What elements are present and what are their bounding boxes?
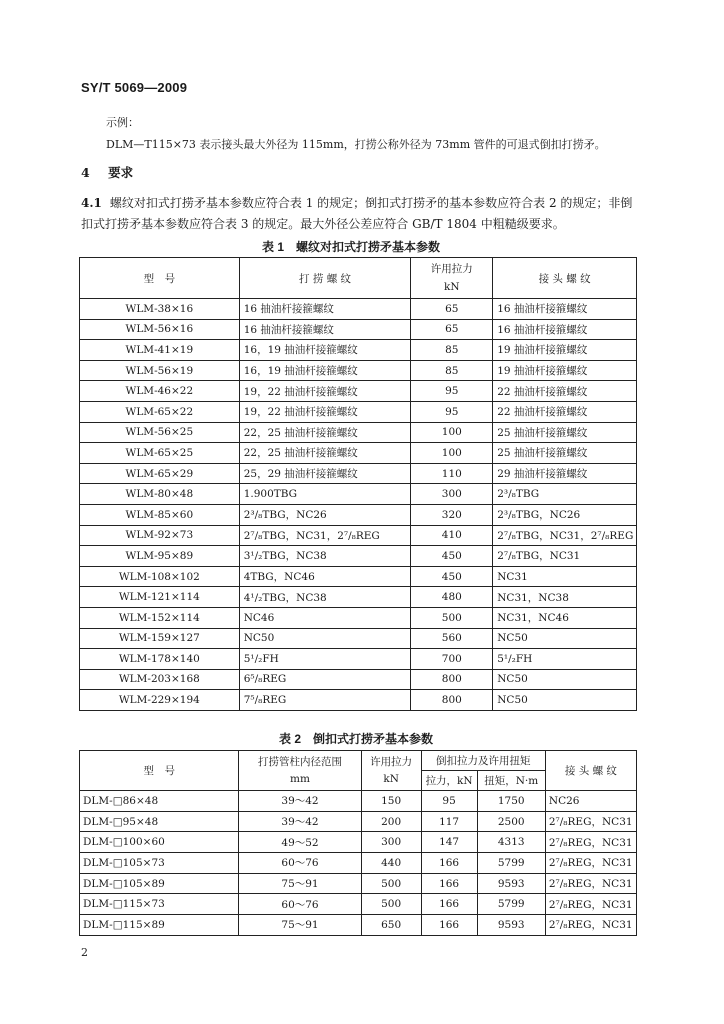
table1: [79, 257, 637, 711]
table2-cell: 75～91: [239, 873, 361, 894]
table1-cell: WLM-56×19: [80, 360, 240, 381]
table1-cell: WLM-178×140: [80, 649, 240, 670]
table1-cell: WLM-56×16: [80, 319, 240, 340]
table2-cell: 300: [361, 832, 421, 853]
table1-cell: 320: [411, 504, 493, 525]
table2-cell: 5799: [477, 894, 545, 915]
table2-header-range: 打捞管柱内径范围 mm: [239, 751, 361, 791]
table2-cell: 2⁷/₈REG，NC31: [545, 853, 636, 874]
table1-row: [80, 504, 637, 525]
table1-cell: 16，19 抽油杆接箍螺纹: [239, 360, 411, 381]
table1-cell: NC46: [239, 607, 411, 628]
table1-row: [80, 381, 637, 402]
table1-cell: 2⁷/₈TBG，NC31，2⁷/₈REG: [239, 525, 411, 546]
table1-cell: 110: [411, 463, 493, 484]
table2-cell: 60～76: [239, 894, 361, 915]
table1-cell: WLM-38×16: [80, 299, 240, 320]
table1-cell: 100: [411, 443, 493, 464]
table1-row: [80, 649, 637, 670]
table1-row: [80, 566, 637, 587]
table1-cell: 85: [411, 360, 493, 381]
table1-cell: 22 抽油杆接箍螺纹: [493, 401, 637, 422]
table2-cell: 60～76: [239, 853, 361, 874]
table1-cell: WLM-95×89: [80, 546, 240, 567]
table1-row: [80, 422, 637, 443]
table1-cell: 7⁵/₈REG: [239, 690, 411, 711]
table1-cell: 29 抽油杆接箍螺纹: [493, 463, 637, 484]
table2-cell: DLM-□105×89: [80, 873, 239, 894]
example-title: 示例：: [106, 116, 139, 129]
table1-cell: 3¹/₂TBG，NC38: [239, 546, 411, 567]
table1-cell: WLM-203×168: [80, 669, 240, 690]
table1-cell: 700: [411, 649, 493, 670]
table2-cell: 2⁷/₈REG，NC31: [545, 894, 636, 915]
section-heading: [81, 163, 133, 181]
table2-cell: 166: [421, 894, 477, 915]
table1-row: [80, 669, 637, 690]
table1-row: [80, 340, 637, 361]
table1-cell: 5¹/₂FH: [493, 649, 637, 670]
table1-cell: WLM-65×22: [80, 401, 240, 422]
table1-cell: NC31: [493, 566, 637, 587]
table1-header-fishing-thread: 打 捞 螺 纹: [239, 258, 411, 299]
table1-cell: 22 抽油杆接箍螺纹: [493, 381, 637, 402]
table1-row: [80, 463, 637, 484]
table2-cell: 2⁷/₈REG，NC31: [545, 832, 636, 853]
table1-cell: 2⁷/₈TBG，NC31: [493, 546, 637, 567]
table2-cell: 9593: [477, 873, 545, 894]
table1-cell: 560: [411, 628, 493, 649]
table1-cell: 410: [411, 525, 493, 546]
table1-cell: 25 抽油杆接箍螺纹: [493, 422, 637, 443]
table1-row: [80, 360, 637, 381]
table1-cell: 100: [411, 422, 493, 443]
table1-cell: 800: [411, 669, 493, 690]
table1-cell: WLM-56×25: [80, 422, 240, 443]
table1-row: [80, 443, 637, 464]
table2-cell: 147: [421, 832, 477, 853]
table1-cell: 16 抽油杆接箍螺纹: [239, 299, 411, 320]
table2-header-group: 倒扣拉力及许用扭矩: [421, 751, 545, 771]
table1-cell: 4¹/₂TBG，NC38: [239, 587, 411, 608]
table2-cell: 650: [361, 915, 421, 936]
table1-row: [80, 628, 637, 649]
table2-header-joint-thread: 接 头 螺 纹: [545, 751, 636, 791]
table1-header-model: 型 号: [80, 258, 240, 299]
table1-cell: WLM-92×73: [80, 525, 240, 546]
paragraph-number: 4.1: [81, 196, 102, 210]
table1-cell: 65: [411, 319, 493, 340]
table2-header-allowable-tension: 许用拉力 kN: [361, 751, 421, 791]
table1-cell: 16 抽油杆接箍螺纹: [493, 299, 637, 320]
table2-cell: 1750: [477, 791, 545, 812]
section-number: 4: [81, 165, 90, 180]
table1-cell: 85: [411, 340, 493, 361]
table1-cell: WLM-85×60: [80, 504, 240, 525]
table1-cell: 16 抽油杆接箍螺纹: [493, 319, 637, 340]
table2-header-pull: 拉力，kN: [421, 771, 477, 791]
table2-cell: 9593: [477, 915, 545, 936]
table2-cell: 2⁷/₈REG，NC31: [545, 811, 636, 832]
table1-cell: 2³/₈TBG，NC26: [493, 504, 637, 525]
table1-cell: NC50: [493, 669, 637, 690]
table1-cell: 22，25 抽油杆接箍螺纹: [239, 443, 411, 464]
table1-cell: 450: [411, 566, 493, 587]
table2-cell: 2500: [477, 811, 545, 832]
table1-cell: 2⁷/₈TBG，NC31，2⁷/₈REG: [493, 525, 637, 546]
table1-row: [80, 690, 637, 711]
table2-cell: 500: [361, 894, 421, 915]
table1-cell: 19，22 抽油杆接箍螺纹: [239, 381, 411, 402]
table1-cell: WLM-229×194: [80, 690, 240, 711]
table1-row: [80, 299, 637, 320]
table1-row: [80, 587, 637, 608]
example-text: DLM—T115×73 表示接头最大外径为 115mm，打捞公称外径为 73mm 管件的可退式倒扣打捞矛。: [106, 138, 606, 151]
table2-cell: 166: [421, 853, 477, 874]
table1-cell: 2³/₈TBG，NC26: [239, 504, 411, 525]
table2-caption: 表 2 倒扣式打捞矛基本参数: [279, 732, 434, 746]
table1-cell: 800: [411, 690, 493, 711]
table1-row: [80, 401, 637, 422]
table1-cell: NC31，NC46: [493, 607, 637, 628]
table2-row: [80, 853, 637, 874]
table1-cell: 500: [411, 607, 493, 628]
table2-row: [80, 791, 637, 812]
table2-cell: 117: [421, 811, 477, 832]
table2: [79, 750, 637, 936]
page-number: 2: [81, 946, 88, 959]
table2-cell: DLM-□115×73: [80, 894, 239, 915]
table1-cell: 6⁵/₈REG: [239, 669, 411, 690]
table2-cell: 2⁷/₈REG，NC31: [545, 873, 636, 894]
table2-cell: 75～91: [239, 915, 361, 936]
table2-cell: 150: [361, 791, 421, 812]
table2-cell: 39～42: [239, 811, 361, 832]
table1-body: [80, 299, 637, 711]
table2-row: [80, 894, 637, 915]
section-title: 要求: [108, 165, 134, 180]
table2-cell: DLM-□105×73: [80, 853, 239, 874]
table1-cell: 22，25 抽油杆接箍螺纹: [239, 422, 411, 443]
table2-cell: 166: [421, 915, 477, 936]
table1-cell: 450: [411, 546, 493, 567]
table2-cell: 49～52: [239, 832, 361, 853]
table1-cell: 65: [411, 299, 493, 320]
table1-cell: 2³/₈TBG: [493, 484, 637, 505]
table1-cell: NC50: [493, 628, 637, 649]
table2-cell: 440: [361, 853, 421, 874]
table1-cell: WLM-121×114: [80, 587, 240, 608]
table2-cell: 2⁷/₈REG，NC31: [545, 915, 636, 936]
table1-cell: 19 抽油杆接箍螺纹: [493, 340, 637, 361]
table2-cell: DLM-□115×89: [80, 915, 239, 936]
table2-cell: 200: [361, 811, 421, 832]
table1-cell: WLM-46×22: [80, 381, 240, 402]
table1-cell: NC31，NC38: [493, 587, 637, 608]
table1-cell: 95: [411, 381, 493, 402]
table2-row: [80, 811, 637, 832]
table1-caption: 表 1 螺纹对扣式打捞矛基本参数: [262, 240, 441, 254]
table1-header-joint-thread: 接 头 螺 纹: [493, 258, 637, 299]
table1-row: [80, 525, 637, 546]
table1-cell: 5¹/₂FH: [239, 649, 411, 670]
table1-cell: 16，19 抽油杆接箍螺纹: [239, 340, 411, 361]
table1-cell: WLM-80×48: [80, 484, 240, 505]
table1-cell: 19 抽油杆接箍螺纹: [493, 360, 637, 381]
table1-cell: 16 抽油杆接箍螺纹: [239, 319, 411, 340]
table2-cell: NC26: [545, 791, 636, 812]
table2-header-torque: 扭矩，N·m: [477, 771, 545, 791]
table1-cell: WLM-108×102: [80, 566, 240, 587]
table1-row: [80, 607, 637, 628]
table1-cell: 25 抽油杆接箍螺纹: [493, 443, 637, 464]
table1-row: [80, 546, 637, 567]
table2-cell: 500: [361, 873, 421, 894]
table1-cell: WLM-41×19: [80, 340, 240, 361]
table1-cell: NC50: [239, 628, 411, 649]
table1-cell: 480: [411, 587, 493, 608]
table2-header-row: [80, 751, 637, 771]
requirement-paragraph: [81, 193, 641, 235]
table2-header-model: 型 号: [80, 751, 239, 791]
document-code: SY/T 5069—2009: [81, 80, 188, 95]
table1-row: [80, 484, 637, 505]
table2-cell: 166: [421, 873, 477, 894]
table1-row: [80, 319, 637, 340]
table2-body: [80, 791, 637, 936]
table2-cell: 39～42: [239, 791, 361, 812]
table2-cell: DLM-□100×60: [80, 832, 239, 853]
table1-cell: 1.900TBG: [239, 484, 411, 505]
table2-cell: 5799: [477, 853, 545, 874]
table1-cell: NC50: [493, 690, 637, 711]
table1-cell: 4TBG，NC46: [239, 566, 411, 587]
table2-row: [80, 873, 637, 894]
table1-cell: WLM-65×25: [80, 443, 240, 464]
table2-cell: DLM-□95×48: [80, 811, 239, 832]
table2-row: [80, 915, 637, 936]
table1-header-row: [80, 258, 637, 299]
table1-header-allowable-tension: 许用拉力 kN: [411, 258, 493, 299]
table1-cell: 19，22 抽油杆接箍螺纹: [239, 401, 411, 422]
paragraph-text: 螺纹对扣式打捞矛基本参数应符合表 1 的规定；倒扣式打捞矛的基本参数应符合表 2 的规定；非倒扣式打捞矛基本参数应符合表 3 的规定。最大外径公差应符合 GB/T 1804 中粗糙级要求。: [81, 196, 633, 231]
table1-cell: 25，29 抽油杆接箍螺纹: [239, 463, 411, 484]
table1-cell: WLM-65×29: [80, 463, 240, 484]
table2-row: [80, 832, 637, 853]
table2-cell: DLM-□86×48: [80, 791, 239, 812]
table1-cell: WLM-152×114: [80, 607, 240, 628]
table2-cell: 4313: [477, 832, 545, 853]
table1-cell: WLM-159×127: [80, 628, 240, 649]
table1-cell: 300: [411, 484, 493, 505]
table1-cell: 95: [411, 401, 493, 422]
table2-cell: 95: [421, 791, 477, 812]
